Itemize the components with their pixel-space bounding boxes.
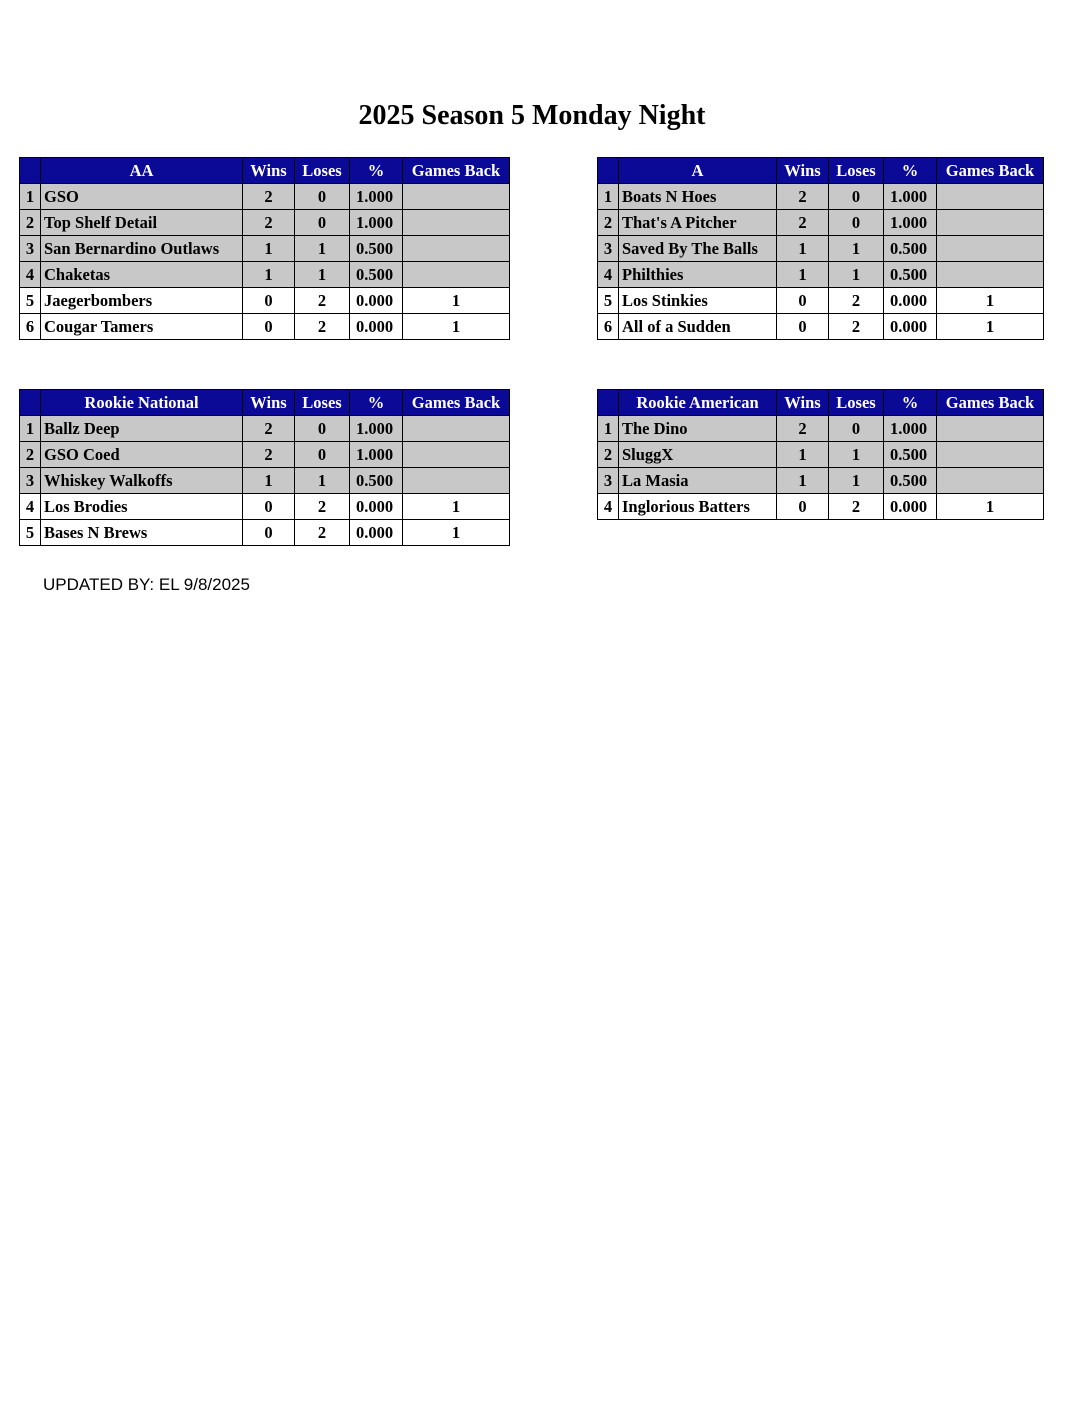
table-row (20, 442, 510, 468)
games-back-cell (937, 262, 1044, 288)
rank-cell: 1 (598, 416, 619, 442)
pct-cell: 0.000 (884, 494, 937, 520)
team-cell: SluggX (619, 442, 777, 468)
loses-cell: 0 (295, 416, 350, 442)
pct-cell: 0.500 (884, 262, 937, 288)
team-cell: Top Shelf Detail (41, 210, 243, 236)
pct-cell: 0.500 (350, 236, 403, 262)
rank-cell: 1 (20, 184, 41, 210)
division-table-aa (19, 157, 510, 340)
rank-cell: 2 (598, 210, 619, 236)
wins-cell: 0 (243, 520, 295, 546)
wins-cell: 1 (243, 262, 295, 288)
team-cell: Inglorious Batters (619, 494, 777, 520)
rank-cell: 2 (20, 442, 41, 468)
division-table-a (597, 157, 1044, 340)
games-back-header: Games Back (403, 390, 510, 416)
games-back-cell (403, 236, 510, 262)
wins-cell: 0 (777, 494, 829, 520)
games-back-header: Games Back (937, 158, 1044, 184)
loses-cell: 2 (295, 494, 350, 520)
rank-cell: 2 (598, 442, 619, 468)
games-back-cell (403, 262, 510, 288)
wins-cell: 0 (243, 288, 295, 314)
rank-cell: 1 (20, 416, 41, 442)
table-row (598, 416, 1044, 442)
wins-cell: 2 (243, 442, 295, 468)
pct-cell: 1.000 (884, 184, 937, 210)
loses-cell: 2 (295, 520, 350, 546)
pct-cell: 1.000 (884, 416, 937, 442)
rank-header (20, 158, 41, 184)
pct-header: % (350, 158, 403, 184)
rank-cell: 4 (20, 494, 41, 520)
loses-cell: 1 (295, 468, 350, 494)
pct-cell: 1.000 (350, 416, 403, 442)
games-back-cell (403, 184, 510, 210)
table-row (20, 236, 510, 262)
pct-cell: 0.500 (884, 442, 937, 468)
table-header-row (598, 390, 1044, 416)
games-back-cell (403, 468, 510, 494)
table-header-row (598, 158, 1044, 184)
pct-cell: 0.000 (350, 314, 403, 340)
table-row (598, 184, 1044, 210)
table-row (598, 314, 1044, 340)
team-cell: Jaegerbombers (41, 288, 243, 314)
rank-header (598, 158, 619, 184)
loses-cell: 0 (829, 210, 884, 236)
pct-cell: 0.500 (350, 468, 403, 494)
rank-cell: 4 (598, 494, 619, 520)
team-cell: All of a Sudden (619, 314, 777, 340)
games-back-cell: 1 (937, 288, 1044, 314)
updated-by-note: UPDATED BY: EL 9/8/2025 (43, 575, 250, 594)
games-back-cell (403, 416, 510, 442)
team-cell: Los Stinkies (619, 288, 777, 314)
loses-header: Loses (829, 158, 884, 184)
team-cell: Ballz Deep (41, 416, 243, 442)
games-back-cell: 1 (937, 314, 1044, 340)
wins-cell: 2 (777, 210, 829, 236)
games-back-cell (937, 416, 1044, 442)
division-name: Rookie American (619, 390, 777, 416)
wins-cell: 2 (243, 416, 295, 442)
pct-cell: 0.000 (884, 314, 937, 340)
table-row (20, 184, 510, 210)
loses-cell: 0 (829, 184, 884, 210)
loses-cell: 1 (829, 236, 884, 262)
rank-cell: 5 (20, 288, 41, 314)
team-cell: Boats N Hoes (619, 184, 777, 210)
team-cell: La Masia (619, 468, 777, 494)
loses-cell: 0 (295, 442, 350, 468)
loses-cell: 1 (829, 468, 884, 494)
wins-header: Wins (777, 390, 829, 416)
table-row (20, 288, 510, 314)
wins-cell: 1 (243, 468, 295, 494)
games-back-cell (937, 442, 1044, 468)
loses-cell: 1 (295, 262, 350, 288)
loses-cell: 0 (295, 184, 350, 210)
pct-header: % (884, 390, 937, 416)
wins-cell: 0 (243, 314, 295, 340)
table-row (20, 416, 510, 442)
team-cell: Bases N Brews (41, 520, 243, 546)
wins-cell: 1 (777, 236, 829, 262)
wins-cell: 1 (243, 236, 295, 262)
loses-cell: 2 (829, 288, 884, 314)
table-row (598, 236, 1044, 262)
loses-cell: 1 (295, 236, 350, 262)
team-cell: The Dino (619, 416, 777, 442)
wins-cell: 2 (243, 210, 295, 236)
loses-cell: 2 (295, 314, 350, 340)
wins-cell: 0 (777, 314, 829, 340)
pct-cell: 1.000 (350, 184, 403, 210)
games-back-cell (937, 468, 1044, 494)
wins-header: Wins (243, 158, 295, 184)
games-back-cell (937, 236, 1044, 262)
rank-cell: 3 (598, 236, 619, 262)
games-back-cell: 1 (403, 494, 510, 520)
loses-cell: 1 (829, 262, 884, 288)
rank-cell: 3 (20, 236, 41, 262)
rank-cell: 5 (20, 520, 41, 546)
games-back-header: Games Back (937, 390, 1044, 416)
rank-cell: 3 (20, 468, 41, 494)
pct-cell: 0.000 (350, 520, 403, 546)
team-cell: Cougar Tamers (41, 314, 243, 340)
team-cell: Philthies (619, 262, 777, 288)
games-back-cell (937, 210, 1044, 236)
pct-cell: 1.000 (350, 210, 403, 236)
wins-header: Wins (777, 158, 829, 184)
team-cell: Los Brodies (41, 494, 243, 520)
division-name: AA (41, 158, 243, 184)
wins-cell: 2 (777, 416, 829, 442)
pct-cell: 1.000 (350, 442, 403, 468)
pct-header: % (884, 158, 937, 184)
rank-cell: 5 (598, 288, 619, 314)
wins-cell: 0 (243, 494, 295, 520)
team-cell: GSO (41, 184, 243, 210)
pct-cell: 1.000 (884, 210, 937, 236)
page-title: 2025 Season 5 Monday Night (358, 100, 706, 131)
pct-cell: 0.000 (350, 288, 403, 314)
team-cell: That's A Pitcher (619, 210, 777, 236)
loses-header: Loses (295, 390, 350, 416)
pct-header: % (350, 390, 403, 416)
team-cell: San Bernardino Outlaws (41, 236, 243, 262)
rank-cell: 4 (598, 262, 619, 288)
team-cell: GSO Coed (41, 442, 243, 468)
rank-cell: 3 (598, 468, 619, 494)
loses-cell: 1 (829, 442, 884, 468)
table-row (20, 210, 510, 236)
table-header-row (20, 158, 510, 184)
wins-cell: 1 (777, 262, 829, 288)
table-row (598, 468, 1044, 494)
team-cell: Saved By The Balls (619, 236, 777, 262)
table-row (598, 262, 1044, 288)
table-row (598, 288, 1044, 314)
pct-cell: 0.000 (884, 288, 937, 314)
table-row (598, 494, 1044, 520)
division-name: A (619, 158, 777, 184)
pct-cell: 0.500 (884, 236, 937, 262)
table-row (598, 442, 1044, 468)
games-back-cell (403, 442, 510, 468)
rank-cell: 6 (598, 314, 619, 340)
wins-cell: 1 (777, 468, 829, 494)
pct-cell: 0.500 (884, 468, 937, 494)
rank-cell: 2 (20, 210, 41, 236)
wins-header: Wins (243, 390, 295, 416)
wins-cell: 0 (777, 288, 829, 314)
loses-cell: 2 (295, 288, 350, 314)
games-back-header: Games Back (403, 158, 510, 184)
rank-cell: 6 (20, 314, 41, 340)
team-cell: Whiskey Walkoffs (41, 468, 243, 494)
games-back-cell: 1 (403, 314, 510, 340)
division-name: Rookie National (41, 390, 243, 416)
rank-header (598, 390, 619, 416)
division-table-rookie-national (19, 389, 510, 546)
table-header-row (20, 390, 510, 416)
pct-cell: 0.000 (350, 494, 403, 520)
team-cell: Chaketas (41, 262, 243, 288)
loses-header: Loses (295, 158, 350, 184)
pct-cell: 0.500 (350, 262, 403, 288)
rank-header (20, 390, 41, 416)
table-row (598, 210, 1044, 236)
games-back-cell (937, 184, 1044, 210)
loses-cell: 0 (295, 210, 350, 236)
loses-cell: 2 (829, 494, 884, 520)
table-row (20, 262, 510, 288)
division-table-rookie-american (597, 389, 1044, 520)
wins-cell: 2 (243, 184, 295, 210)
games-back-cell: 1 (403, 288, 510, 314)
table-row (20, 468, 510, 494)
table-row (20, 494, 510, 520)
table-row (20, 314, 510, 340)
wins-cell: 2 (777, 184, 829, 210)
table-row (20, 520, 510, 546)
loses-cell: 0 (829, 416, 884, 442)
loses-header: Loses (829, 390, 884, 416)
games-back-cell: 1 (403, 520, 510, 546)
wins-cell: 1 (777, 442, 829, 468)
rank-cell: 1 (598, 184, 619, 210)
rank-cell: 4 (20, 262, 41, 288)
games-back-cell (403, 210, 510, 236)
loses-cell: 2 (829, 314, 884, 340)
games-back-cell: 1 (937, 494, 1044, 520)
